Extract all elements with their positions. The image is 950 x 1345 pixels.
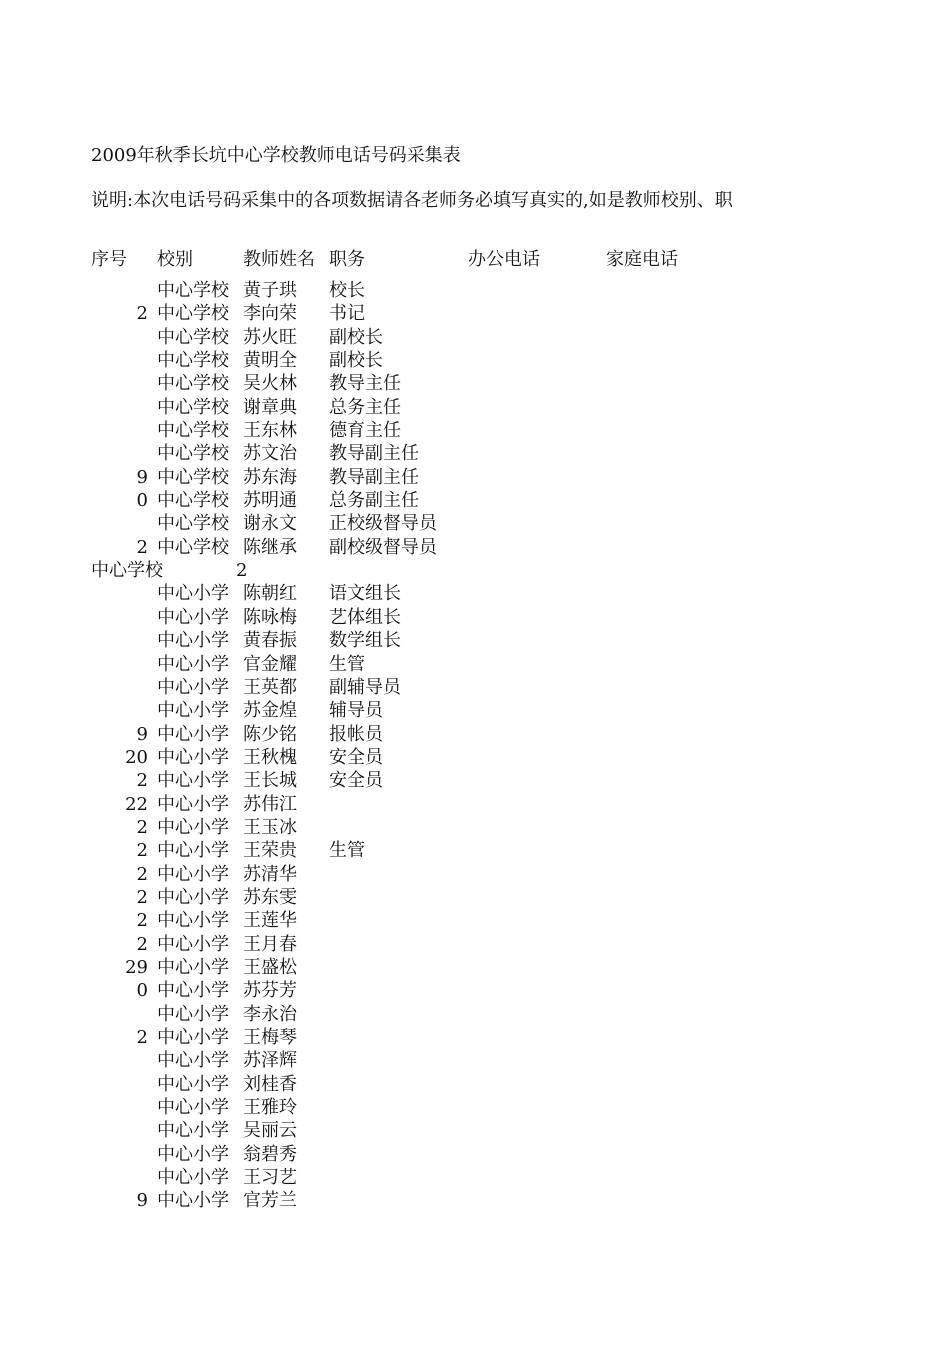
school-cell: 中心小学	[157, 910, 229, 932]
header-school: 校别	[157, 249, 193, 270]
table-row	[0, 397, 950, 420]
table-row	[0, 1004, 950, 1027]
role-cell: 校长	[329, 280, 365, 301]
table-row	[0, 513, 950, 536]
school-cell: 中心学校	[157, 326, 229, 348]
table-row	[0, 443, 950, 466]
row-number: 9	[136, 723, 148, 745]
teacher-name-cell: 刘桂香	[243, 1073, 297, 1095]
school-cell: 中心学校	[157, 536, 229, 558]
school-cell: 中心小学	[157, 1027, 229, 1048]
school-cell: 中心小学	[157, 1003, 229, 1025]
table-row	[0, 1050, 950, 1073]
teacher-name-cell: 吴丽云	[243, 1120, 297, 1142]
table-row	[0, 747, 950, 770]
table-row	[0, 630, 950, 653]
row-number: 2	[136, 770, 148, 792]
row-number: 2	[136, 933, 148, 955]
teacher-name-cell: 苏明通	[243, 490, 297, 512]
role-cell: 副校长	[329, 326, 383, 348]
role-cell: 辅导员	[329, 700, 383, 722]
role-cell: 副辅导员	[329, 676, 401, 698]
role-cell: 教导副主任	[329, 443, 419, 465]
school-cell: 中心小学	[157, 700, 229, 722]
school-cell: 中心小学	[157, 1097, 229, 1119]
school-cell: 中心小学	[157, 1120, 229, 1142]
role-cell: 数学组长	[329, 630, 401, 652]
role-cell: 艺体组长	[329, 606, 401, 628]
row-number: 29	[125, 956, 148, 978]
table-row	[0, 537, 950, 560]
table-row	[0, 677, 950, 700]
table-row	[0, 794, 950, 817]
teacher-name-cell: 王莲华	[243, 910, 297, 932]
role-cell: 生管	[329, 653, 365, 675]
table-row	[0, 980, 950, 1003]
teacher-name-cell: 苏东雯	[243, 886, 297, 908]
role-cell: 总务主任	[329, 396, 401, 418]
role-cell: 副校长	[329, 350, 383, 372]
row-number: 2	[136, 910, 148, 932]
table-row	[0, 957, 950, 980]
table-row	[0, 654, 950, 677]
table-row	[0, 373, 950, 396]
row-number: 22	[125, 793, 148, 815]
teacher-name-cell: 谢永文	[243, 513, 297, 535]
teacher-name-cell: 翁碧秀	[243, 1143, 297, 1165]
row-number: 2	[136, 886, 148, 908]
page-title: 2009年秋季长坑中心学校教师电话号码采集表	[91, 145, 461, 166]
school-cell: 中心小学	[157, 676, 229, 698]
school-cell: 中心小学	[157, 980, 229, 1002]
table-row	[0, 770, 950, 793]
table-row	[0, 817, 950, 840]
school-cell: 中心小学	[157, 770, 229, 792]
table-row	[0, 1190, 950, 1213]
table-row	[0, 700, 950, 723]
role-cell: 教导主任	[329, 373, 401, 395]
teacher-name-cell: 王英都	[243, 676, 297, 698]
school-cell: 中心小学	[157, 886, 229, 908]
school-cell: 中心学校	[157, 443, 229, 465]
header-teacher-name: 教师姓名	[243, 249, 315, 270]
row-number: 0	[136, 490, 148, 512]
school-cell: 中心小学	[157, 863, 229, 885]
teacher-name-cell: 官金耀	[243, 653, 297, 675]
teacher-name-cell: 王雅玲	[243, 1097, 297, 1119]
header-role: 职务	[329, 249, 365, 270]
table-row	[0, 607, 950, 630]
school-cell: 中心学校	[157, 373, 229, 395]
teacher-name-cell: 李向荣	[243, 303, 297, 325]
school-cell: 中心学校	[157, 350, 229, 372]
table-row	[0, 864, 950, 887]
table-row	[0, 1144, 950, 1167]
teacher-table	[0, 280, 950, 1214]
school-cell: 中心小学	[157, 630, 229, 652]
school-cell: 中心小学	[157, 583, 229, 605]
teacher-name-cell: 王秋槐	[243, 746, 297, 768]
role-cell: 总务副主任	[329, 490, 419, 512]
row-number: 2	[136, 863, 148, 885]
table-row	[0, 420, 950, 443]
table-row	[0, 934, 950, 957]
subtotal-value: 2	[236, 560, 248, 582]
school-cell: 中心小学	[157, 653, 229, 675]
role-cell: 生管	[329, 840, 365, 862]
table-row	[0, 1027, 950, 1050]
role-cell: 报帐员	[329, 723, 383, 745]
school-cell: 中心小学	[157, 933, 229, 955]
school-cell: 中心小学	[157, 956, 229, 978]
role-cell: 副校级督导员	[329, 536, 437, 558]
teacher-name-cell: 王长城	[243, 770, 297, 792]
row-number: 9	[136, 466, 148, 488]
teacher-name-cell: 苏文治	[243, 443, 297, 465]
table-row	[0, 840, 950, 863]
teacher-name-cell: 谢章典	[243, 396, 297, 418]
row-number: 2	[136, 1027, 148, 1048]
school-cell: 中心学校	[157, 466, 229, 488]
school-cell: 中心小学	[157, 606, 229, 628]
row-number: 2	[136, 816, 148, 838]
teacher-name-cell: 苏清华	[243, 863, 297, 885]
school-cell: 中心小学	[157, 1050, 229, 1072]
teacher-name-cell: 陈继承	[243, 536, 297, 558]
table-row	[0, 887, 950, 910]
table-row	[0, 1120, 950, 1143]
role-cell: 教导副主任	[329, 466, 419, 488]
teacher-name-cell: 王盛松	[243, 956, 297, 978]
teacher-name-cell: 王玉冰	[243, 816, 297, 838]
teacher-name-cell: 王习艺	[243, 1167, 297, 1189]
school-cell: 中心小学	[157, 723, 229, 745]
teacher-name-cell: 黄明全	[243, 350, 297, 372]
school-cell: 中心学校	[157, 420, 229, 442]
role-cell: 语文组长	[329, 583, 401, 605]
teacher-name-cell: 王梅琴	[243, 1027, 297, 1048]
school-cell: 中心小学	[157, 1167, 229, 1189]
table-row	[0, 467, 950, 490]
teacher-name-cell: 黄子珙	[243, 280, 297, 301]
table-row	[0, 1074, 950, 1097]
teacher-name-cell: 王荣贵	[243, 840, 297, 862]
school-cell: 中心学校	[157, 396, 229, 418]
role-cell: 安全员	[329, 746, 383, 768]
school-cell: 中心小学	[157, 1190, 229, 1212]
role-cell: 德育主任	[329, 420, 401, 442]
table-row	[0, 327, 950, 350]
table-row	[0, 583, 950, 606]
teacher-name-cell: 苏火旺	[243, 326, 297, 348]
table-row	[0, 1097, 950, 1120]
row-number: 2	[136, 536, 148, 558]
school-cell: 中心小学	[157, 1143, 229, 1165]
teacher-name-cell: 苏金煌	[243, 700, 297, 722]
table-row	[0, 1167, 950, 1190]
school-cell: 中心小学	[157, 793, 229, 815]
teacher-name-cell: 王月春	[243, 933, 297, 955]
row-number: 2	[136, 303, 148, 325]
school-cell: 中心小学	[157, 840, 229, 862]
header-office-phone: 办公电话	[468, 249, 540, 270]
teacher-name-cell: 黄春振	[243, 630, 297, 652]
table-row	[0, 560, 950, 583]
school-cell: 中心学校	[157, 280, 229, 301]
table-row	[0, 350, 950, 373]
table-row	[0, 490, 950, 513]
teacher-name-cell: 苏泽辉	[243, 1050, 297, 1072]
school-cell: 中心小学	[157, 746, 229, 768]
teacher-name-cell: 陈少铭	[243, 723, 297, 745]
school-cell: 中心学校	[157, 303, 229, 325]
school-cell: 中心小学	[157, 816, 229, 838]
school-cell: 中心学校	[157, 490, 229, 512]
teacher-name-cell: 苏伟江	[243, 793, 297, 815]
header-no: 序号	[91, 249, 127, 270]
table-row	[0, 910, 950, 933]
school-cell: 中心学校	[157, 513, 229, 535]
teacher-name-cell: 苏芬芳	[243, 980, 297, 1002]
row-number: 0	[136, 980, 148, 1002]
teacher-name-cell: 苏东海	[243, 466, 297, 488]
role-cell: 正校级督导员	[329, 513, 437, 535]
teacher-name-cell: 王东林	[243, 420, 297, 442]
role-cell: 书记	[329, 303, 365, 325]
header-home-phone: 家庭电话	[606, 249, 678, 270]
role-cell: 安全员	[329, 770, 383, 792]
table-row	[0, 303, 950, 326]
school-cell: 中心小学	[157, 1073, 229, 1095]
subtotal-label: 中心学校	[91, 560, 163, 582]
teacher-name-cell: 李永治	[243, 1003, 297, 1025]
teacher-name-cell: 吴火林	[243, 373, 297, 395]
row-number: 9	[136, 1190, 148, 1212]
table-row	[0, 724, 950, 747]
teacher-name-cell: 陈朝红	[243, 583, 297, 605]
row-number: 20	[125, 746, 148, 768]
instruction-note: 说明:本次电话号码采集中的各项数据请各老师务必填写真实的,如是教师校别、职	[91, 190, 733, 211]
row-number: 2	[136, 840, 148, 862]
teacher-name-cell: 陈咏梅	[243, 606, 297, 628]
table-row	[0, 280, 950, 303]
teacher-name-cell: 官芳兰	[243, 1190, 297, 1212]
